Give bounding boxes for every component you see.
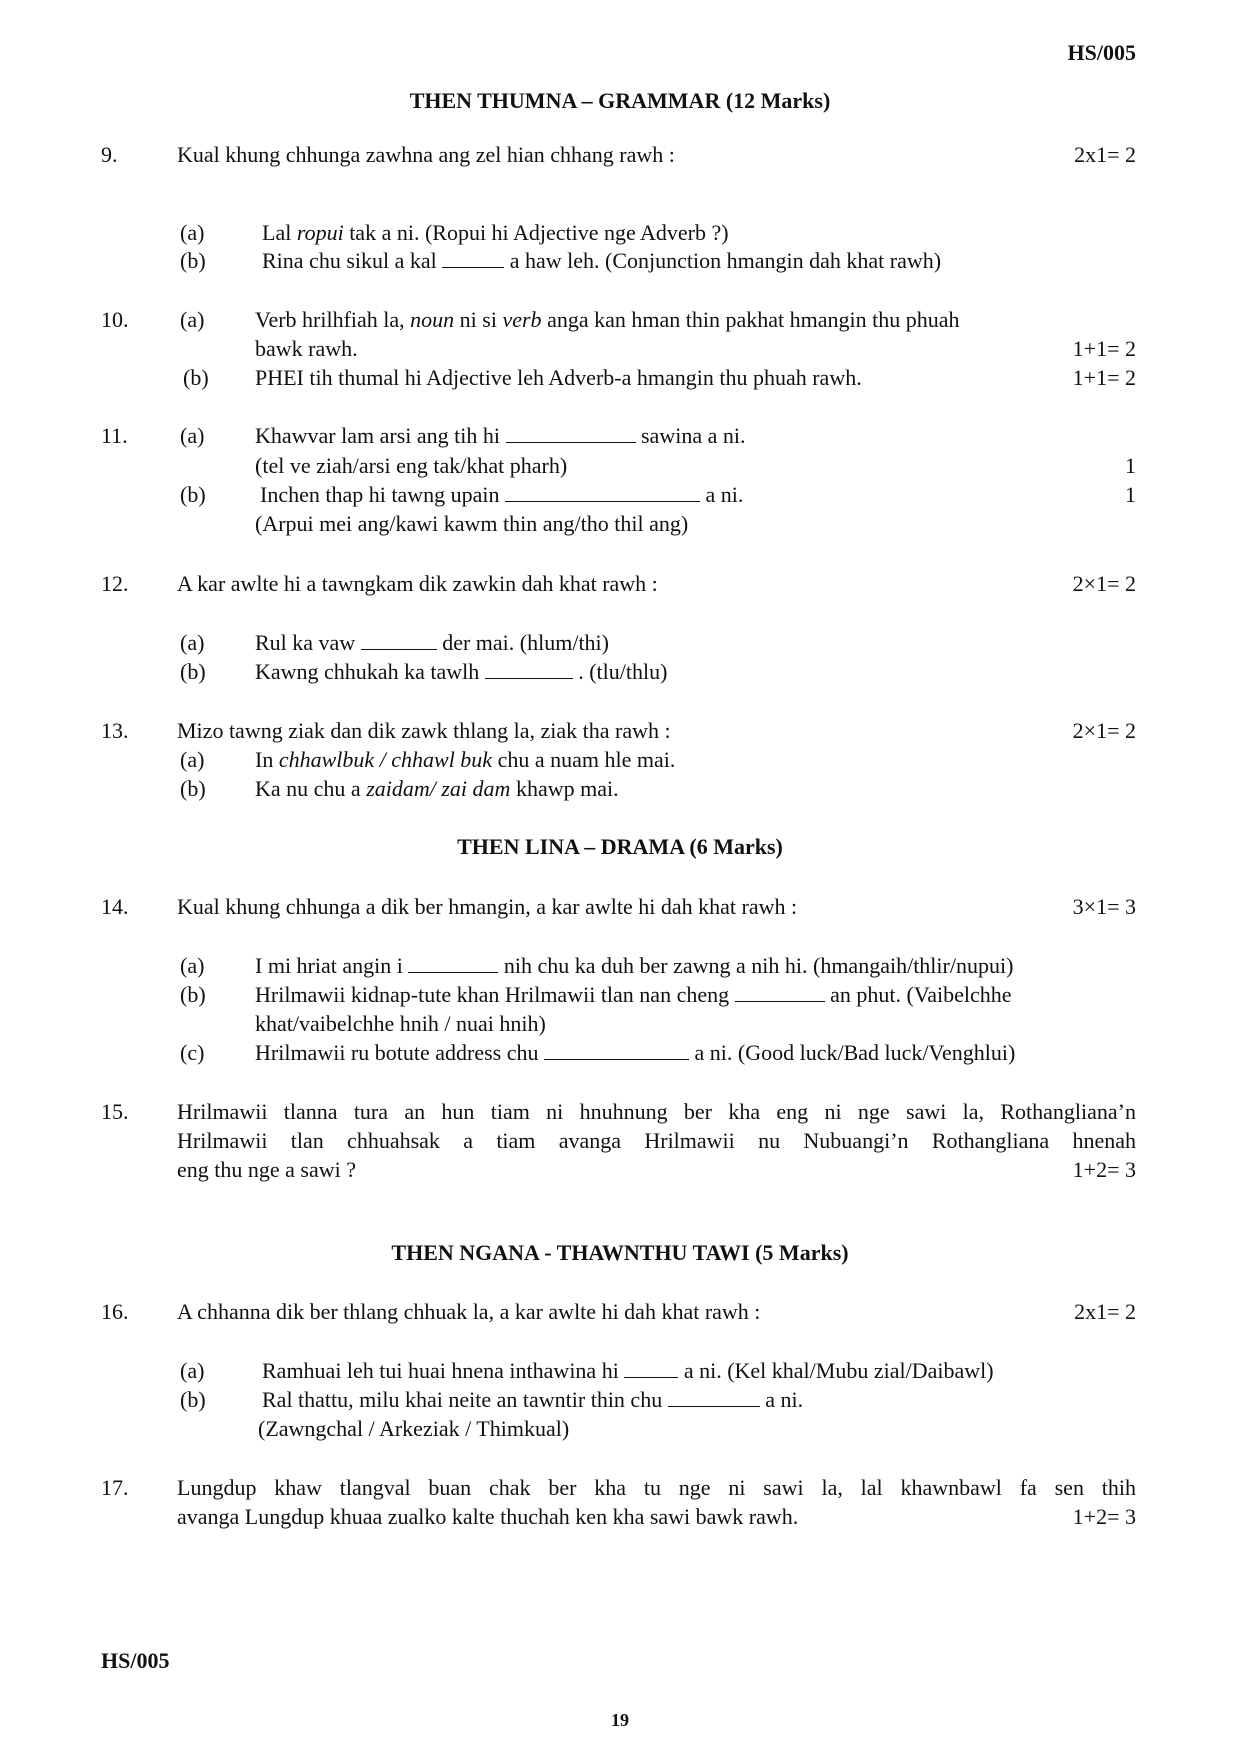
q9-text: Kual khung chhunga zawhna ang zel hian chhang rawh :	[177, 142, 675, 167]
answer-blank	[624, 1357, 678, 1378]
q16-marks: 2x1= 2	[1074, 1299, 1136, 1324]
q9-b-label: (b)	[180, 248, 206, 273]
q14-a-label: (a)	[180, 953, 205, 978]
q17-text-line2: avanga Lungdup khuaa zualko kalte thuchah ken kha sawi bawk rawh.	[177, 1504, 799, 1529]
section-heading-grammar: THEN THUMNA – GRAMMAR (12 Marks)	[409, 88, 831, 113]
q10-a-marks: 1+1= 2	[1072, 336, 1136, 361]
q14-b-label: (b)	[180, 982, 206, 1007]
q14-c-text: Hrilmawii ru botute address chu a ni. (Good luck/Bad luck/Venghlui)	[255, 1040, 1016, 1065]
q11-number: 11.	[101, 423, 128, 448]
q13-a-text: In chhawlbuk / chhawl buk chu a nuam hle mai.	[255, 747, 676, 772]
answer-blank	[668, 1386, 760, 1407]
q15-text-line3: eng thu nge a sawi ?	[177, 1157, 356, 1182]
q15-number: 15.	[101, 1099, 129, 1124]
answer-blank	[361, 629, 437, 650]
q12-number: 12.	[101, 571, 129, 596]
q16-b-label: (b)	[180, 1387, 206, 1412]
q14-b-text: Hrilmawii kidnap-tute khan Hrilmawii tlan nan cheng an phut. (Vaibelchhe	[255, 982, 1012, 1007]
q15-text-line2: Hrilmawii tlan chhuahsak a tiam avanga Hrilmawii nu Nubuangi’n Rothangliana hnenah	[177, 1128, 1136, 1153]
q13-a-label: (a)	[180, 747, 205, 772]
q11-b-marks: 1	[1125, 482, 1136, 507]
q10-b-label: (b)	[183, 365, 209, 390]
answer-blank	[544, 1039, 689, 1060]
q13-number: 13.	[101, 718, 129, 743]
q9-a-text: Lal ropui tak a ni. (Ropui hi Adjective nge Adverb ?)	[262, 220, 729, 245]
q10-a-text: Verb hrilhfiah la, noun ni si verb anga kan hman thin pakhat hmangin thu phuah	[255, 307, 960, 332]
q9-number: 9.	[101, 142, 118, 167]
q12-b-label: (b)	[180, 659, 206, 684]
q13-marks: 2×1= 2	[1072, 718, 1136, 743]
section-heading-story: THEN NGANA - THAWNTHU TAWI (5 Marks)	[391, 1240, 849, 1265]
q11-a-marks: 1	[1125, 453, 1136, 478]
q10-a-label: (a)	[180, 307, 205, 332]
q13-b-label: (b)	[180, 776, 206, 801]
q17-number: 17.	[101, 1475, 129, 1500]
q17-marks: 1+2= 3	[1072, 1504, 1136, 1529]
q15-marks: 1+2= 3	[1072, 1157, 1136, 1182]
q14-marks: 3×1= 3	[1072, 894, 1136, 919]
q14-c-label: (c)	[180, 1040, 205, 1065]
answer-blank	[408, 952, 498, 973]
page-number: 19	[611, 1710, 629, 1730]
q14-b-text-line2: khat/vaibelchhe hnih / nuai hnih)	[255, 1011, 546, 1036]
q17-text-line1: Lungdup khaw tlangval buan chak ber kha tu nge ni sawi la, lal khawnbawl fa sen thih	[177, 1475, 1136, 1500]
q12-b-text: Kawng chhukah ka tawlh . (tlu/thlu)	[255, 659, 668, 684]
q16-a-text: Ramhuai leh tui huai hnena inthawina hi a ni. (Kel khal/Mubu zial/Daibawl)	[262, 1358, 994, 1383]
header-code: HS/005	[1067, 40, 1136, 65]
answer-blank	[442, 247, 504, 268]
q16-text: A chhanna dik ber thlang chhuak la, a kar awlte hi dah khat rawh :	[177, 1299, 761, 1324]
answer-blank	[506, 422, 636, 443]
q10-number: 10.	[101, 307, 129, 332]
q9-b-text: Rina chu sikul a kal a haw leh. (Conjunction hmangin dah khat rawh)	[262, 248, 942, 273]
section-heading-drama: THEN LINA – DRAMA (6 Marks)	[457, 834, 783, 859]
answer-blank	[485, 658, 573, 679]
q11-a-label: (a)	[180, 423, 205, 448]
q10-a-text-line2: bawk rawh.	[255, 336, 358, 361]
q16-a-label: (a)	[180, 1358, 205, 1383]
q16-b-text: Ral thattu, milu khai neite an tawntir thin chu a ni.	[262, 1387, 804, 1412]
q12-a-label: (a)	[180, 630, 205, 655]
q9-marks: 2x1= 2	[1074, 142, 1136, 167]
q11-b-hint: (Arpui mei ang/kawi kawm thin ang/tho thil ang)	[255, 511, 689, 536]
answer-blank	[505, 481, 700, 502]
q11-a-text: Khawvar lam arsi ang tih hi sawina a ni.	[255, 423, 746, 448]
q13-text: Mizo tawng ziak dan dik zawk thlang la, ziak tha rawh :	[177, 718, 671, 743]
q14-a-text: I mi hriat angin i nih chu ka duh ber zawng a nih hi. (hmangaih/thlir/nupui)	[255, 953, 1014, 978]
q9-a-label: (a)	[180, 220, 205, 245]
answer-blank	[735, 981, 825, 1002]
q11-b-label: (b)	[180, 482, 206, 507]
footer-code: HS/005	[101, 1648, 170, 1673]
q16-b-hint: (Zawngchal / Arkeziak / Thimkual)	[258, 1416, 570, 1441]
q14-text: Kual khung chhunga a dik ber hmangin, a kar awlte hi dah khat rawh :	[177, 894, 798, 919]
q12-marks: 2×1= 2	[1072, 571, 1136, 596]
q14-number: 14.	[101, 894, 129, 919]
q16-number: 16.	[101, 1299, 129, 1324]
q12-a-text: Rul ka vaw der mai. (hlum/thi)	[255, 630, 609, 655]
q10-b-marks: 1+1= 2	[1072, 365, 1136, 390]
q12-text: A kar awlte hi a tawngkam dik zawkin dah khat rawh :	[177, 571, 658, 596]
q13-b-text: Ka nu chu a zaidam/ zai dam khawp mai.	[255, 776, 619, 801]
q15-text-line1: Hrilmawii tlanna tura an hun tiam ni hnuhnung ber kha eng ni nge sawi la, Rothangliana’n	[177, 1099, 1136, 1124]
q10-b-text: PHEI tih thumal hi Adjective leh Adverb-a hmangin thu phuah rawh.	[255, 365, 862, 390]
q11-a-hint: (tel ve ziah/arsi eng tak/khat pharh)	[255, 453, 568, 478]
q11-b-text: Inchen thap hi tawng upain a ni.	[260, 482, 744, 507]
